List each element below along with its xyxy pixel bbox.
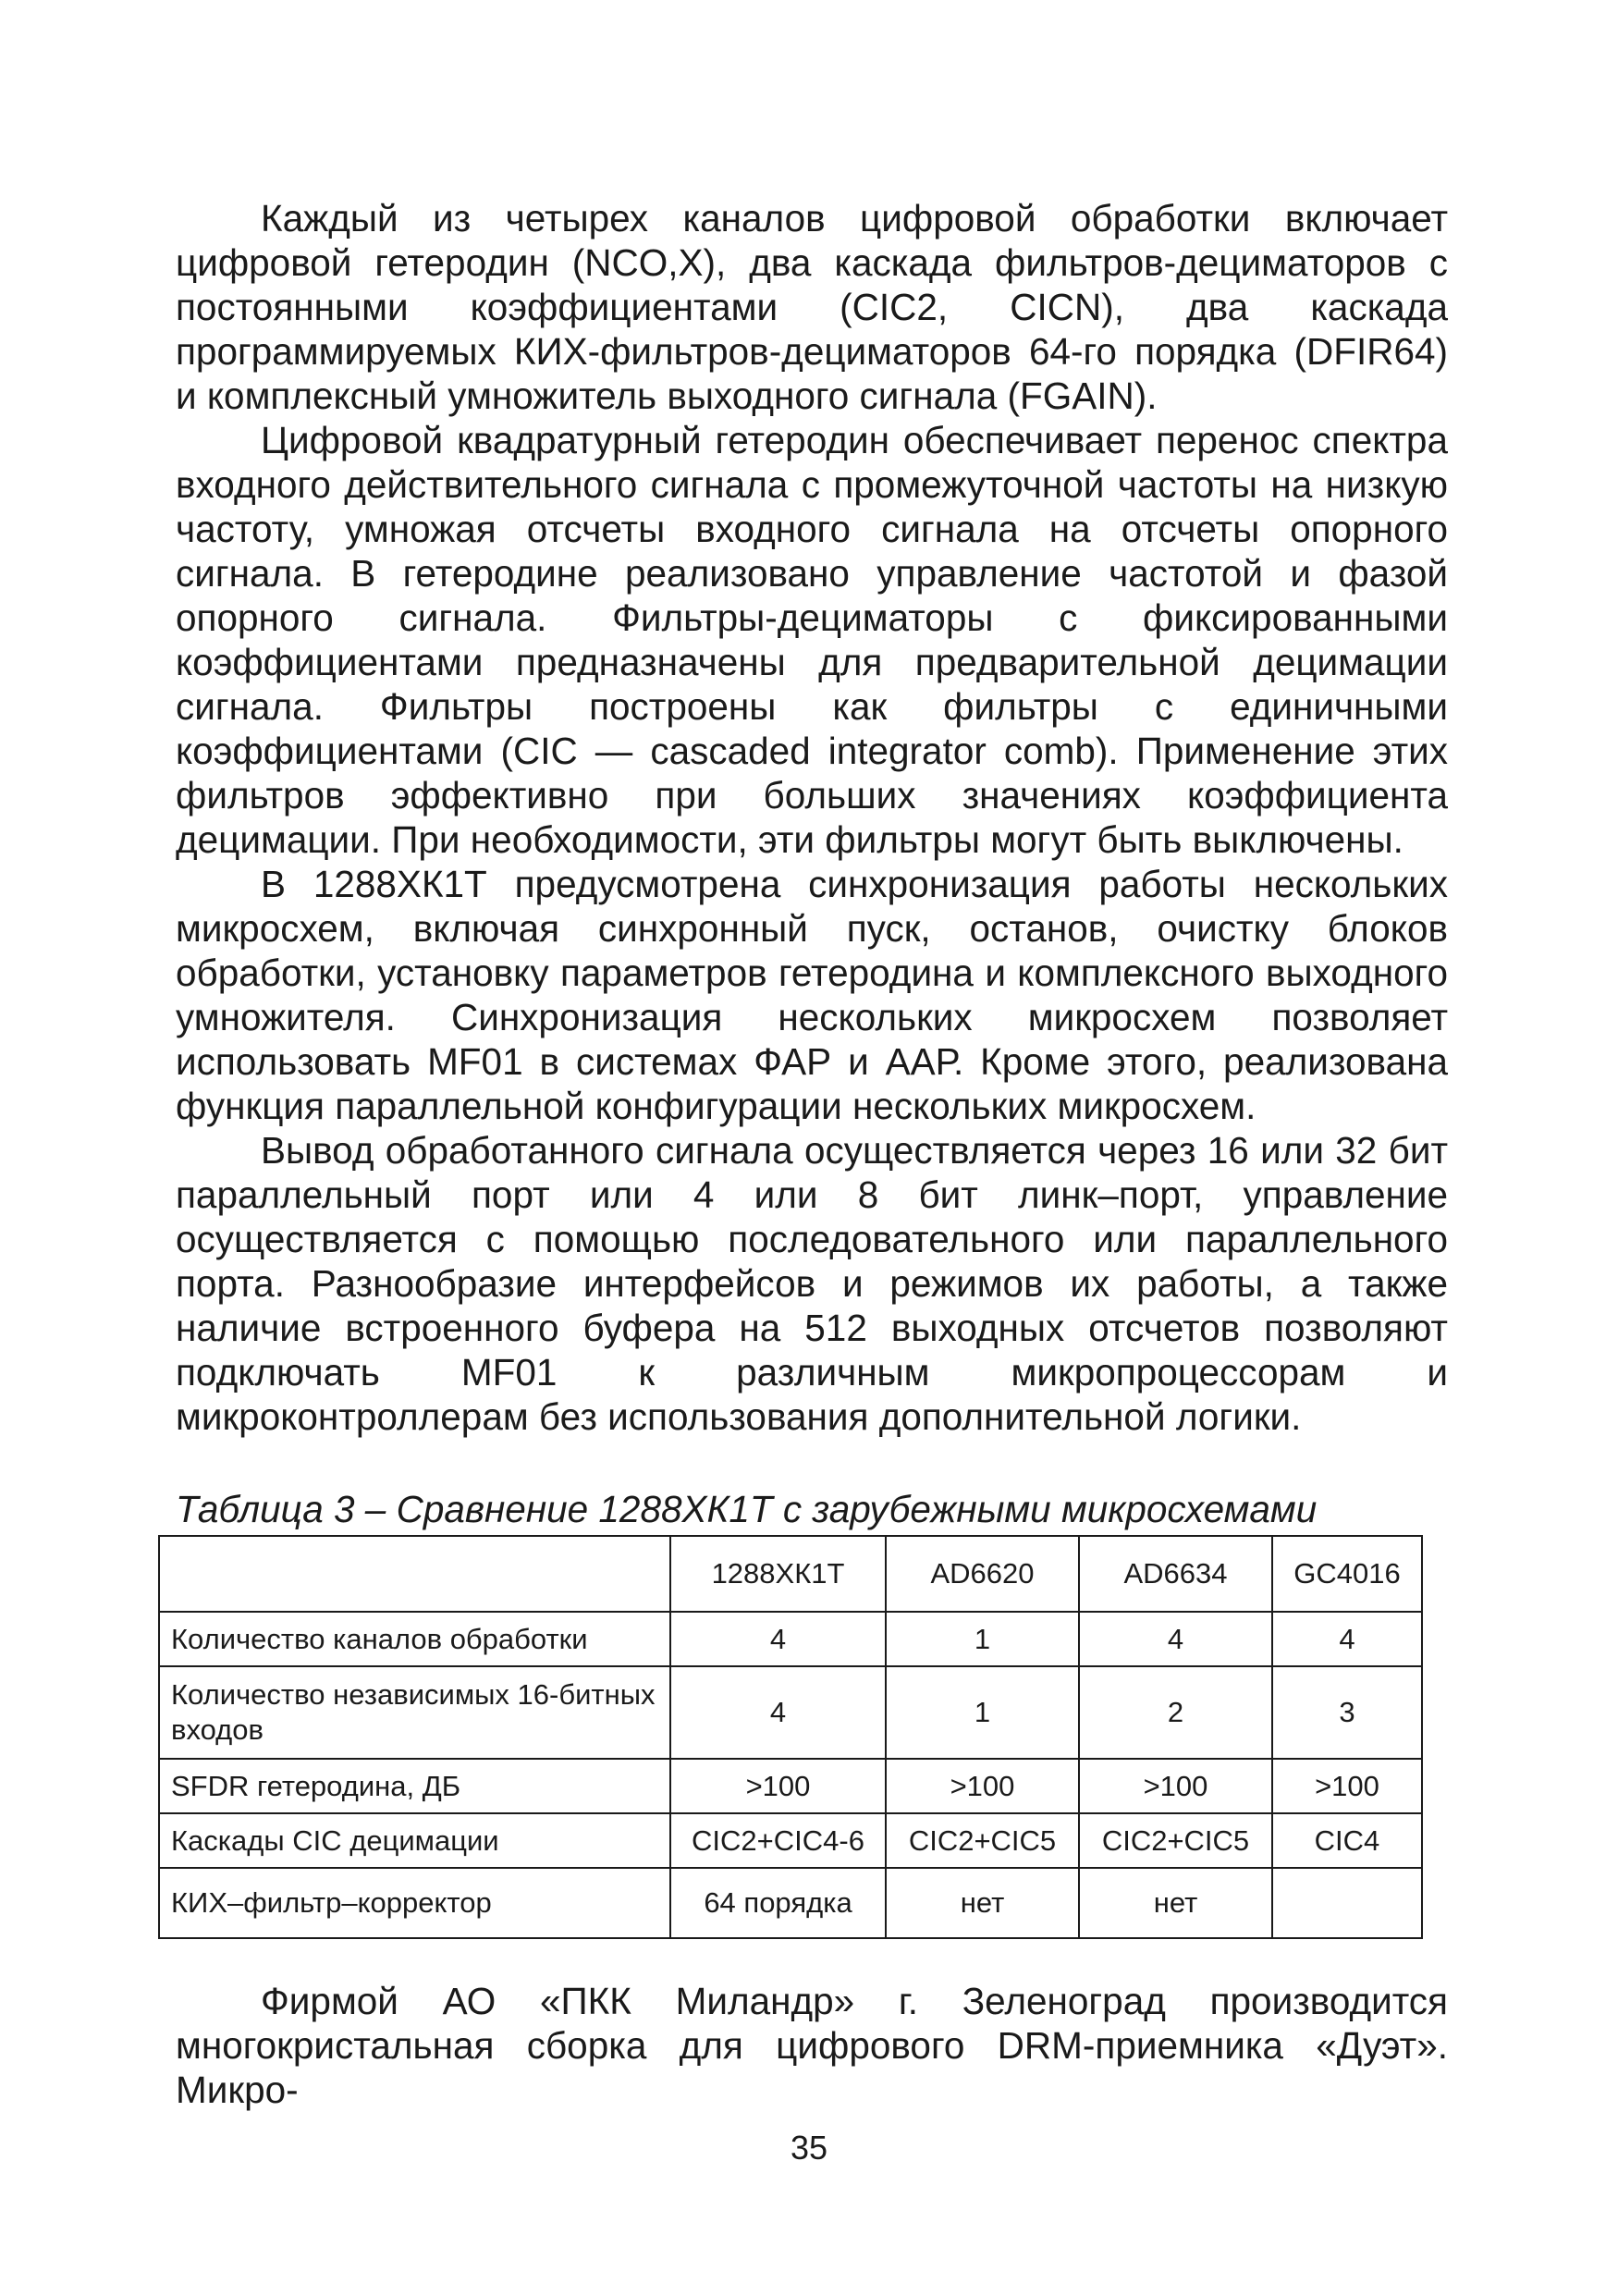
row-label: SFDR гетеродина, ДБ <box>159 1759 670 1813</box>
row-label: Каскады CIC децимации <box>159 1813 670 1868</box>
table-header-row <box>159 1536 1422 1612</box>
row-label: Количество независимых 16-битных входов <box>159 1666 670 1759</box>
table-cell: >100 <box>1079 1759 1272 1813</box>
table-header-empty <box>159 1536 670 1612</box>
table-cell: 2 <box>1079 1666 1272 1759</box>
paragraph-5: Фирмой АО «ПКК Миландр» г. Зеленоград производится многокристальная сборка для цифрового DRM-приемника «Дуэт». Микро- <box>176 1980 1448 2111</box>
table-cell: 4 <box>1079 1612 1272 1666</box>
table-header-cell: 1288ХК1Т <box>670 1536 886 1612</box>
body-text <box>176 196 1448 1439</box>
table-header-cell: GC4016 <box>1272 1536 1422 1612</box>
row-label: Количество каналов обработки <box>159 1612 670 1666</box>
table-cell: 1 <box>886 1612 1079 1666</box>
table-row <box>159 1868 1422 1938</box>
comparison-table <box>158 1535 1423 1939</box>
table-row <box>159 1612 1422 1666</box>
paragraph-2: Цифровой квадратурный гетеродин обеспечивает перенос спектра входного действительного сигнала с промежуточной частоты на низкую частоту, умножая отсчеты входного сигнала на отсчеты опорного сигнала. В гетеродине реализовано управление частотой и фазой опорного сигнала. Фильтры-дециматоры с фиксированными коэффициентами предназначены для предварительной децимации сигнала. Фильтры построены как фильтры с единичными коэффициентами (CIC — cascaded integrator comb). Применение этих фильтров эффективно при больших значениях коэффициента децимации. При необходимости, эти фильтры могут быть выключены. <box>176 419 1448 861</box>
table-header-cell: AD6620 <box>886 1536 1079 1612</box>
table-cell: 4 <box>670 1666 886 1759</box>
table-cell: 3 <box>1272 1666 1422 1759</box>
table-cell: 1 <box>886 1666 1079 1759</box>
table-cell: CIC2+CIC5 <box>886 1813 1079 1868</box>
paragraph-4: Вывод обработанного сигнала осуществляется через 16 или 32 бит параллельный порт или 4 или 8 бит линк–порт, управление осуществляется с помощью последовательного или параллельного порта. Разнообразие интерфейсов и режимов их работы, а также наличие встроенного буфера на 512 выходных отсчетов позволяют подключать MF01 к различным микропроцессорам и микроконтроллерам без использования дополнительной логики. <box>176 1129 1448 1438</box>
table-header-cell: AD6634 <box>1079 1536 1272 1612</box>
table-row <box>159 1666 1422 1759</box>
table-cell: >100 <box>1272 1759 1422 1813</box>
table-cell: 4 <box>670 1612 886 1666</box>
table-cell: CIC2+CIC4-6 <box>670 1813 886 1868</box>
row-label: КИХ–фильтр–корректор <box>159 1868 670 1938</box>
table-cell: 4 <box>1272 1612 1422 1666</box>
body-text-continued <box>176 1979 1448 2112</box>
page-number: 35 <box>790 2129 828 2167</box>
table-caption: Таблица 3 – Сравнение 1288ХК1Т с зарубежными микросхемами <box>176 1488 1318 1530</box>
table-cell <box>1272 1868 1422 1938</box>
table-cell: CIC4 <box>1272 1813 1422 1868</box>
table-cell: нет <box>1079 1868 1272 1938</box>
table-row <box>159 1813 1422 1868</box>
table-cell: 64 порядка <box>670 1868 886 1938</box>
table-cell: >100 <box>670 1759 886 1813</box>
table-cell: >100 <box>886 1759 1079 1813</box>
paragraph-1: Каждый из четырех каналов цифровой обработки включает цифровой гетеродин (NCO,X), два каскада фильтров-дециматоров с постоянными коэффициентами (CIC2, CICN), два каскада программируемых КИХ-фильтров-дециматоров 64-го порядка (DFIR64) и комплексный умножитель выходного сигнала (FGAIN). <box>176 197 1448 417</box>
table-cell: CIC2+CIC5 <box>1079 1813 1272 1868</box>
table-cell: нет <box>886 1868 1079 1938</box>
paragraph-3: В 1288ХК1Т предусмотрена синхронизация работы нескольких микросхем, включая синхронный пуск, останов, очистку блоков обработки, установку параметров гетеродина и комплексного выходного умножителя. Синхронизация нескольких микросхем позволяет использовать MF01 в системах ФАР и ААР. Кроме этого, реализована функция параллельной конфигурации нескольких микросхем. <box>176 863 1448 1127</box>
table-row <box>159 1759 1422 1813</box>
